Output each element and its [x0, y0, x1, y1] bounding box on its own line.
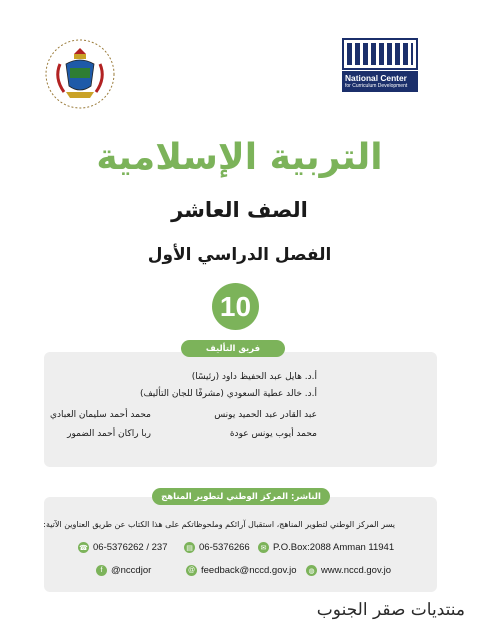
jordan-ministry-emblem	[36, 34, 124, 114]
grade-label: الصف العاشر	[171, 198, 308, 222]
globe-icon: ◍	[306, 565, 317, 576]
fax-contact	[184, 542, 250, 553]
author-lead-2: أ.د. خالد عطية السعودي (مشرفًا للجان التأليف)	[139, 389, 317, 399]
author-member: محمد أيوب يونس عودة	[229, 429, 317, 439]
email-contact[interactable]	[186, 565, 297, 576]
phone-number: 06-5376262 / 237	[93, 542, 168, 553]
author-member: عبد القادر عبد الحميد يونس	[214, 410, 317, 420]
author-member: ربا راكان أحمد الضمور	[67, 429, 151, 439]
phone-contact	[78, 542, 167, 553]
forum-watermark: منتديات صقر الجنوب	[316, 600, 465, 620]
book-title: التربية الإسلامية	[96, 137, 383, 178]
phone-icon: ☎	[78, 542, 89, 553]
at-icon: @	[187, 567, 196, 574]
author-member: محمد أحمد سليمان العبادي	[49, 410, 151, 420]
facebook-icon: f	[96, 565, 107, 576]
nccd-logo-line2: for Curriculum Development	[345, 83, 408, 89]
nccd-logo	[342, 38, 418, 92]
pobox-address: P.O.Box:2088 Amman 11941	[273, 542, 395, 553]
author-lead-1: أ.د. هايل عبد الحفيظ داود (رئيسًا)	[191, 372, 317, 382]
authors-heading: فريق التأليف	[181, 340, 285, 357]
fax-number: 06-5376266	[199, 542, 250, 553]
feedback-message: يسر المركز الوطني لتطوير المناهج، استقبال آرائكم وملحوظاتكم على هذا الكتاب عن طريق العناوين الآتية:	[43, 520, 395, 529]
pobox-contact	[258, 542, 394, 553]
fax-icon: ▤	[184, 542, 195, 553]
mailbox-icon: ✉	[258, 542, 269, 553]
grade-number-badge: 10	[212, 283, 259, 330]
website-url[interactable]: www.nccd.gov.jo	[321, 565, 392, 576]
feedback-email[interactable]: feedback@nccd.gov.jo	[201, 565, 297, 576]
publisher-heading: الناشر: المركز الوطني لتطوير المناهج	[152, 488, 330, 505]
nccd-logo-arabic-mark	[342, 38, 418, 70]
website-contact[interactable]	[306, 565, 391, 576]
facebook-contact[interactable]	[96, 565, 151, 576]
semester-label: الفصل الدراسي الأول	[147, 245, 332, 265]
facebook-handle[interactable]: @nccdjor	[111, 565, 152, 576]
nccd-logo-line1: National Center	[345, 73, 407, 83]
